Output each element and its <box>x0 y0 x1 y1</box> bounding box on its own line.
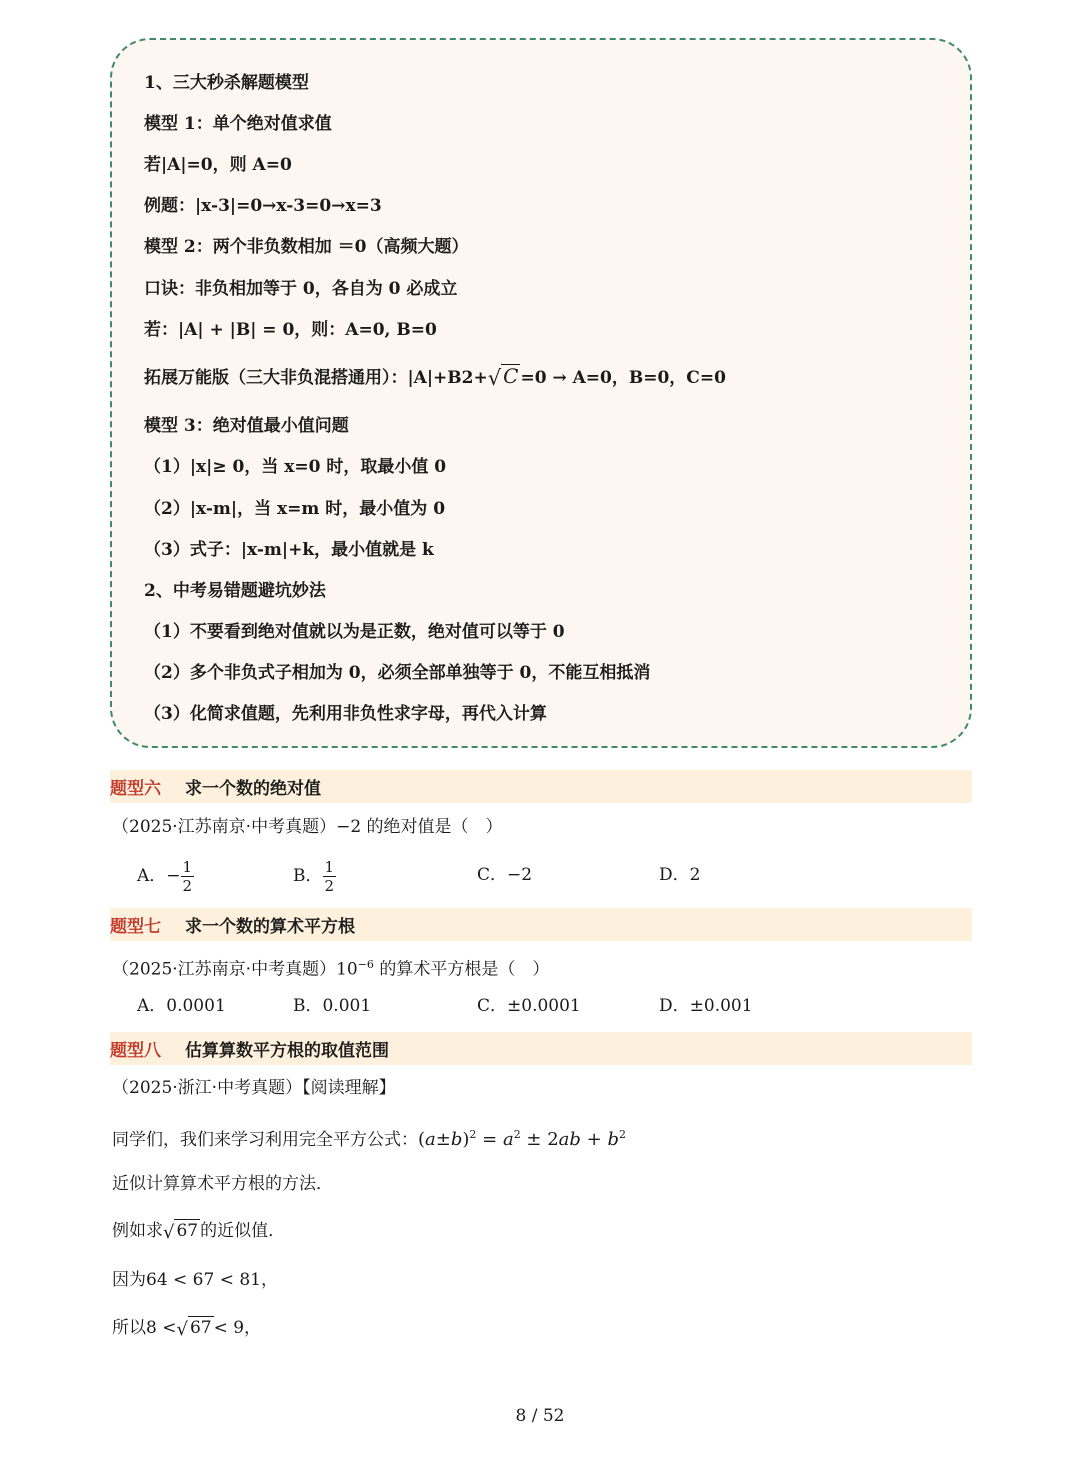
exponent: 2 <box>619 1128 626 1141</box>
q6-option-d: D．2 <box>659 865 701 885</box>
box-line-7: 若：|A| + |B| = 0，则：A=0, B=0 <box>144 320 437 340</box>
box-line-5: 模型 2：两个非负数相加 ＝0（高频大题） <box>144 237 469 257</box>
q7-option-b: B．0.001 <box>293 996 372 1016</box>
exponent: −6 <box>357 958 374 971</box>
box-line-4: 例题：|x-3|=0→x-3=0→x=3 <box>144 196 382 216</box>
section-title: 估算算数平方根的取值范围 <box>185 1041 389 1061</box>
box-line-3: 若|A|=0，则 A=0 <box>144 155 292 175</box>
q8-stem: （2025·浙江·中考真题）【阅读理解】 <box>112 1078 396 1098</box>
box-line-10: （2）|x-m|，当 x=m 时，最小值为 0 <box>144 499 446 519</box>
q6-stem: （2025·江苏南京·中考真题）−2 的绝对值是（ ） <box>112 817 503 837</box>
extension-suffix: =0 → A=0，B=0，C=0 <box>520 368 726 388</box>
section-tag: 题型六 <box>110 779 161 799</box>
operator: ± 2 <box>520 1129 559 1150</box>
box-line-9: （1）|x|≥ 0，当 x=0 时，取最小值 0 <box>144 457 447 477</box>
section-header-q7 <box>110 908 972 941</box>
var-b: b <box>450 1129 463 1150</box>
var-ab: ab <box>558 1129 581 1150</box>
stem-text: （2025·江苏南京·中考真题）10 <box>112 959 358 980</box>
denominator: 2 <box>182 877 193 895</box>
box-line-6: 口诀：非负相加等于 0，各自为 0 必成立 <box>144 279 458 299</box>
box-line-14: （2）多个非负式子相加为 0，必须全部单独等于 0，不能互相抵消 <box>144 663 651 683</box>
q8-line-2: 近似计算算术平方根的方法． <box>112 1174 333 1194</box>
var-a: a <box>502 1129 514 1150</box>
q8-line-3 <box>112 1219 285 1245</box>
section-tag: 题型七 <box>110 917 161 937</box>
box-line-2: 模型 1：单个绝对值求值 <box>144 114 332 134</box>
q6-option-a <box>137 858 194 895</box>
sqrt-67: √ 67 <box>163 1221 199 1243</box>
box-line-11: （3）式子：|x-m|+k，最小值就是 k <box>144 540 434 560</box>
paren: ( <box>418 1129 426 1150</box>
q7-option-d: D．±0.001 <box>659 996 753 1016</box>
fraction <box>323 858 337 895</box>
perfect-square-formula <box>418 1129 626 1150</box>
text: 例如求 <box>112 1221 163 1241</box>
box-line-15: （3）化简求值题，先利用非负性求字母，再代入计算 <box>144 704 547 724</box>
q6-option-b <box>293 858 336 895</box>
q8-line-4: 因为64 < 67 < 81， <box>112 1270 278 1290</box>
box-line-1: 1、三大秒杀解题模型 <box>144 73 309 93</box>
sqrt-arg: 67 <box>189 1318 212 1338</box>
equals: = <box>476 1129 503 1150</box>
section-header-q6 <box>110 770 972 803</box>
text: 的近似值． <box>200 1221 286 1241</box>
section-header-q8 <box>110 1032 972 1065</box>
exponent: 2 <box>469 1128 477 1141</box>
fraction <box>181 858 195 895</box>
box-line-13: （1）不要看到绝对值就以为是正数，绝对值可以等于 0 <box>144 622 565 642</box>
text: < 9， <box>213 1318 262 1338</box>
var-b: b <box>607 1129 619 1150</box>
box-line-12: 2、中考易错题避坑妙法 <box>144 581 326 601</box>
denominator: 2 <box>324 877 335 895</box>
sqrt-c: √ C <box>487 364 519 390</box>
box-line-extension <box>144 364 726 390</box>
page-number: 8 / 52 <box>515 1406 565 1426</box>
section-title: 求一个数的算术平方根 <box>185 917 355 937</box>
sqrt-67: √ 67 <box>176 1318 212 1340</box>
formula-intro: 同学们，我们来学习利用完全平方公式： <box>112 1130 418 1150</box>
stem-text: 的算术平方根是（ ） <box>373 959 550 980</box>
q7-option-c: C．±0.0001 <box>477 996 581 1016</box>
extension-prefix: 拓展万能版（三大非负混搭通用）：|A|+B2+ <box>144 368 488 388</box>
exponent: 2 <box>513 1128 521 1141</box>
q8-line-5 <box>112 1316 261 1342</box>
paren: ) <box>462 1129 470 1150</box>
q7-stem <box>112 953 549 982</box>
numerator: 1 <box>182 858 193 876</box>
section-tag: 题型八 <box>110 1041 161 1061</box>
q7-option-a: A．0.0001 <box>137 996 226 1016</box>
option-label: B． <box>293 866 323 886</box>
sqrt-c-arg: C <box>503 364 519 388</box>
sqrt-arg: 67 <box>176 1221 199 1241</box>
q8-formula-line <box>112 1123 626 1152</box>
option-label: A． <box>137 866 167 886</box>
numerator: 1 <box>324 858 335 876</box>
section-title: 求一个数的绝对值 <box>185 779 321 799</box>
var-a: a <box>425 1129 436 1150</box>
plus-minus: ± <box>435 1129 451 1150</box>
text: 所以8 < <box>112 1318 177 1338</box>
box-line-8: 模型 3：绝对值最小值问题 <box>144 416 349 436</box>
q6-option-c: C．−2 <box>477 865 533 885</box>
minus-sign: − <box>166 866 181 886</box>
operator: + <box>580 1129 608 1150</box>
